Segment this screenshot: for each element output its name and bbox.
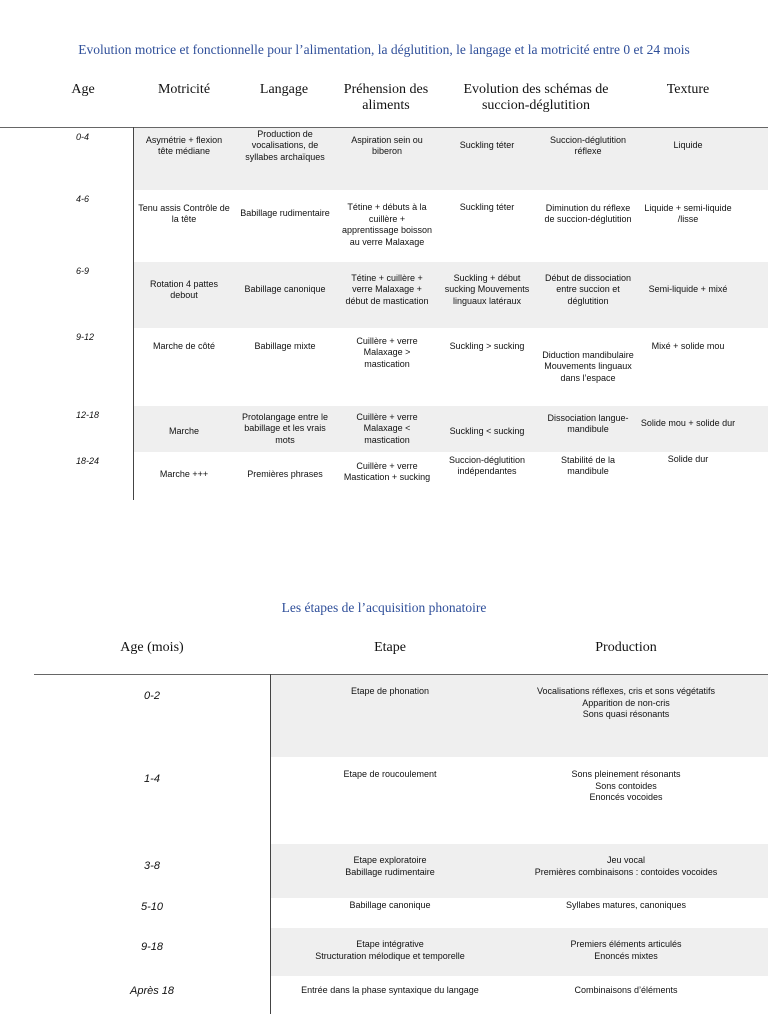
schema-cell: Suckling < sucking: [449, 426, 525, 437]
age-cell: 0-4: [76, 132, 90, 142]
table-row: [0, 675, 768, 757]
production-line: Syllabes matures, canoniques: [565, 900, 687, 910]
table-row: [0, 452, 768, 492]
header-production: Production: [595, 640, 657, 655]
etape-cell: [290, 939, 490, 962]
header-prehension: Préhension des aliments: [343, 82, 429, 113]
table-row: [0, 128, 768, 190]
table1-column-divider: [133, 127, 134, 500]
table1-title: Evolution motrice et fonctionnelle pour l’alimentation, la déglutition, le langage et la motricité entre 0 et 24 mois: [78, 42, 690, 57]
texture-cell: Semi-liquide + mixé: [648, 284, 728, 295]
production-cell: [506, 985, 746, 997]
evolution-cell: Diminution du réflexe de succion-déglutition: [544, 202, 632, 224]
motricite-cell: Rotation 4 pattes debout: [149, 278, 219, 300]
texture-cell: Solide dur: [667, 454, 709, 464]
langage-cell: Production de vocalisations, de syllabes archaïques: [245, 128, 325, 162]
production-cell: [506, 900, 746, 912]
production-line: Vocalisations réflexes, cris et sons végétatifs: [536, 686, 716, 696]
etape-cell: [274, 985, 506, 997]
production-line: Apparition de non-cris: [582, 697, 670, 708]
age-cell: 3-8: [144, 860, 160, 872]
etape-line: Babillage rudimentaire: [345, 866, 435, 877]
production-cell: [506, 939, 746, 962]
table2-title: Les étapes de l’acquisition phonatoire: [281, 600, 487, 615]
header-langage: Langage: [259, 82, 309, 97]
etape-line: Etape intégrative: [356, 939, 424, 949]
motricite-cell: Asymétrie + flexion tête médiane: [145, 134, 223, 156]
age-cell: 6-9: [76, 266, 90, 276]
langage-cell: Babillage rudimentaire: [240, 208, 330, 219]
evolution-cell: Succion-déglutition réflexe: [549, 134, 627, 156]
etape-cell: [290, 855, 490, 878]
header-age: Age: [71, 82, 95, 97]
motricite-cell: Marche de côté: [152, 341, 216, 352]
production-line: Enoncés vocoides: [589, 792, 663, 802]
age-cell: 18-24: [76, 456, 100, 466]
prehension-cell: Cuillère + verre Malaxage < mastication: [356, 411, 418, 445]
production-cell: [506, 769, 746, 804]
header-succion: Evolution des schémas de succion-déglutition: [463, 82, 609, 113]
schema-cell: Suckling > sucking: [449, 341, 525, 352]
etape-cell: [290, 769, 490, 781]
texture-cell: Liquide + semi-liquide /lisse: [644, 202, 732, 224]
production-line: Sons pleinement résonants: [571, 769, 681, 779]
evolution-cell: Dissociation langue-mandibule: [547, 412, 629, 434]
langage-cell: Babillage mixte: [254, 341, 316, 352]
table1-header: [0, 82, 768, 122]
table-row: [0, 928, 768, 976]
age-cell: 9-18: [140, 941, 164, 953]
table-row: [0, 898, 768, 928]
texture-cell: Solide mou + solide dur: [640, 418, 736, 429]
age-cell: 9-12: [76, 332, 95, 342]
schema-cell: Suckling téter: [459, 140, 515, 151]
production-line: Sons contoides: [595, 780, 657, 791]
etape-cell: [290, 686, 490, 698]
etape-line: Etape de phonation: [350, 686, 430, 696]
age-cell: 5-10: [140, 901, 164, 913]
evolution-cell: Diduction mandibulaire Mouvements linguaux dans l’espace: [542, 349, 634, 383]
etape-line: Babillage canonique: [349, 900, 431, 910]
schema-cell: Suckling téter: [459, 202, 515, 212]
prehension-cell: Aspiration sein ou biberon: [351, 134, 423, 156]
prehension-cell: Cuillère + verre Mastication + sucking: [343, 460, 431, 482]
age-cell: 1-4: [144, 773, 160, 785]
etape-line: Structuration mélodique et temporelle: [315, 950, 465, 961]
table-row: [0, 844, 768, 898]
production-line: Jeu vocal: [606, 855, 646, 865]
motricite-cell: Marche: [168, 426, 199, 437]
prehension-cell: Cuillère + verre Malaxage > mastication: [356, 335, 418, 369]
header-texture: Texture: [666, 82, 710, 97]
table-row: [0, 328, 768, 406]
production-line: Enoncés mixtes: [594, 950, 658, 961]
header-motricite: Motricité: [157, 82, 211, 97]
schema-cell: Suckling + début sucking Mouvements linguaux latéraux: [444, 272, 530, 306]
motricite-cell: Tenu assis Contrôle de la tête: [138, 202, 230, 224]
prehension-cell: Tétine + cuillère + verre Malaxage + début de mastication: [345, 272, 429, 306]
table-row: [0, 757, 768, 844]
header-age-mois: Age (mois): [120, 640, 184, 655]
table-row: [0, 190, 768, 260]
etape-line: Etape de roucoulement: [343, 769, 437, 779]
etape-cell: [290, 900, 490, 912]
table-row: [0, 406, 768, 452]
age-cell: 0-2: [144, 690, 160, 702]
schema-cell: Succion-déglutition indépendantes: [448, 454, 526, 476]
table2-column-divider: [270, 674, 271, 1014]
motricite-cell: Marche +++: [159, 469, 209, 480]
etape-line: Etape exploratoire: [353, 855, 427, 865]
texture-cell: Mixé + solide mou: [651, 341, 725, 352]
production-line: Sons quasi résonants: [582, 709, 670, 719]
age-cell: 4-6: [76, 194, 90, 204]
langage-cell: Protolangage entre le babillage et les vrais mots: [241, 411, 329, 445]
table-row: [0, 976, 768, 1014]
production-line: Premières combinaisons : contoides vocoides: [534, 866, 718, 877]
prehension-cell: Tétine + débuts à la cuillère + apprentissage boisson au verre Malaxage: [341, 202, 433, 247]
table-row: [0, 262, 768, 328]
production-line: Premiers éléments articulés: [570, 939, 682, 949]
age-cell: 12-18: [76, 410, 100, 420]
production-cell: [506, 686, 746, 721]
production-cell: [506, 855, 746, 878]
evolution-cell: Stabilité de la mandibule: [560, 454, 616, 476]
langage-cell: Babillage canonique: [244, 284, 326, 295]
langage-cell: Premières phrases: [247, 469, 323, 480]
age-cell: Après 18: [129, 985, 175, 997]
evolution-cell: Début de dissociation entre succion et déglutition: [544, 272, 632, 306]
etape-line: Entrée dans la phase syntaxique du langage: [301, 985, 479, 995]
texture-cell: Liquide: [673, 140, 703, 151]
header-etape: Etape: [374, 640, 406, 655]
production-line: Combinaisons d’éléments: [574, 985, 678, 995]
